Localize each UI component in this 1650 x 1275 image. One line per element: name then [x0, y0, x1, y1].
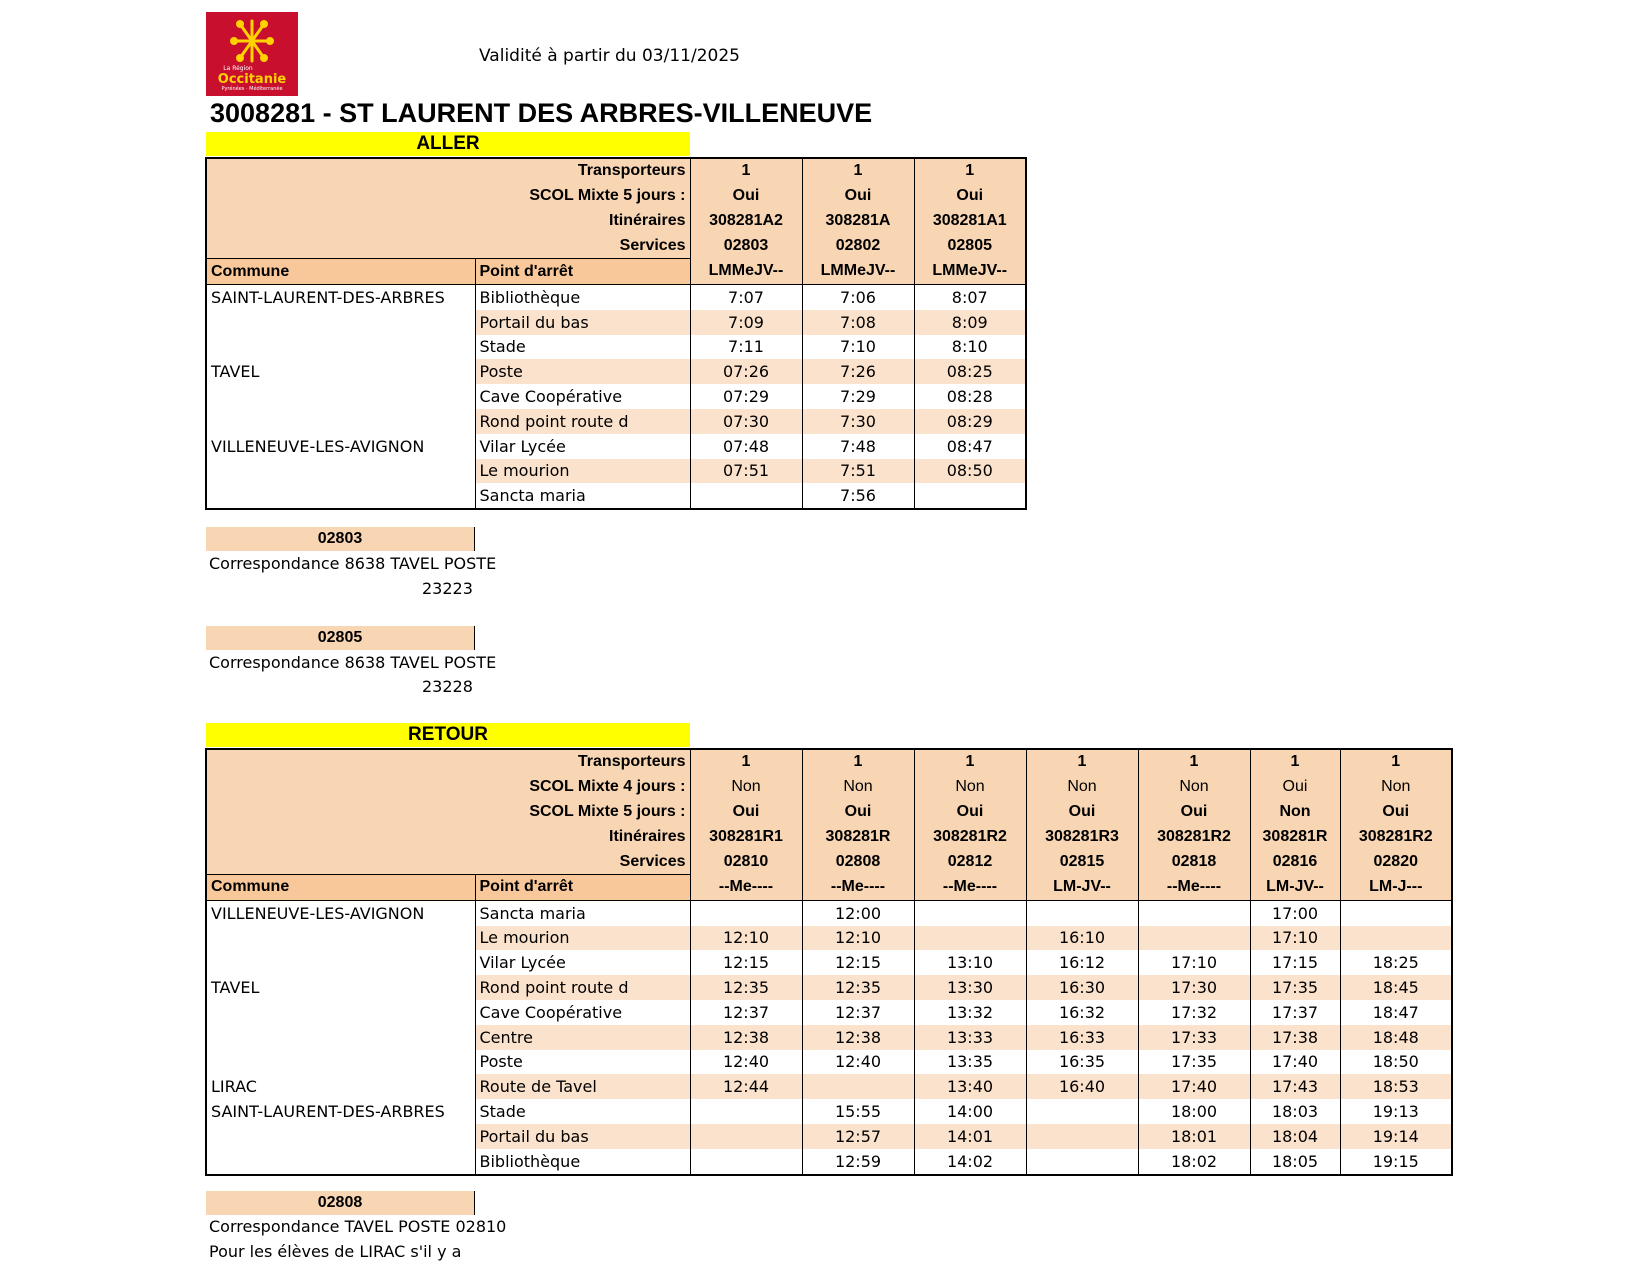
header-row-scol5 — [206, 800, 1452, 825]
days-cell: --Me---- — [914, 874, 1026, 900]
time-cell: 12:10 — [690, 926, 802, 951]
commune-cell — [206, 310, 475, 335]
table-row — [206, 1149, 1452, 1175]
time-cell: 18:45 — [1340, 975, 1452, 1000]
commune-cell — [206, 335, 475, 360]
header-cell-services: 02820 — [1340, 849, 1452, 874]
time-cell: 17:35 — [1250, 975, 1340, 1000]
header-row-services — [206, 849, 1452, 874]
time-cell — [1026, 1099, 1138, 1124]
time-cell: 15:55 — [802, 1099, 914, 1124]
time-cell: 13:32 — [914, 1000, 1026, 1025]
time-cell: 13:35 — [914, 1050, 1026, 1075]
time-cell: 07:51 — [690, 459, 802, 484]
header-label-itineraires: Itinéraires — [206, 824, 690, 849]
time-cell: 12:40 — [690, 1050, 802, 1075]
note-text-line2: Pour les élèves de LIRAC s'il y a — [209, 1242, 462, 1261]
time-cell: 07:29 — [690, 384, 802, 409]
time-cell: 18:00 — [1138, 1099, 1250, 1124]
time-cell: 17:00 — [1250, 900, 1340, 925]
time-cell — [1138, 926, 1250, 951]
header-cell-scol4: Non — [1138, 775, 1250, 800]
time-cell — [914, 926, 1026, 951]
time-cell: 14:02 — [914, 1149, 1026, 1175]
table-row — [206, 1124, 1452, 1149]
header-cell-scol5: Oui — [914, 800, 1026, 825]
time-cell — [690, 1149, 802, 1175]
aller-band: ALLER — [206, 132, 690, 156]
logo-line1: La Région — [223, 65, 253, 72]
days-cell: --Me---- — [1138, 874, 1250, 900]
time-cell: 18:48 — [1340, 1025, 1452, 1050]
time-cell: 18:53 — [1340, 1074, 1452, 1099]
time-cell: 18:47 — [1340, 1000, 1452, 1025]
note-text-line1: Correspondance 8638 TAVEL POSTE — [209, 653, 497, 672]
note-service-02805: 02805 — [206, 626, 475, 650]
time-cell: 17:33 — [1138, 1025, 1250, 1050]
time-cell: 08:25 — [914, 359, 1026, 384]
note-service-02808: 02808 — [206, 1191, 475, 1215]
header-cell-scol5: Oui — [802, 800, 914, 825]
header-cell-transporteurs: 1 — [1138, 749, 1250, 775]
days-cell: LM-J--- — [1340, 874, 1452, 900]
stop-cell: Cave Coopérative — [475, 1000, 690, 1025]
header-cell-transporteurs: 1 — [802, 749, 914, 775]
time-cell: 17:10 — [1250, 926, 1340, 951]
time-cell: 13:30 — [914, 975, 1026, 1000]
commune-cell: TAVEL — [211, 978, 260, 998]
time-cell: 7:08 — [802, 310, 914, 335]
column-header-row — [206, 259, 1026, 285]
time-cell: 16:10 — [1026, 926, 1138, 951]
time-cell: 12:35 — [690, 975, 802, 1000]
header-row-transporteurs — [206, 749, 1452, 775]
time-cell — [1340, 926, 1452, 951]
time-cell: 18:50 — [1340, 1050, 1452, 1075]
header-label-transporteurs: Transporteurs — [206, 749, 690, 775]
header-cell-itineraires: 308281R — [802, 824, 914, 849]
time-cell: 08:50 — [914, 459, 1026, 484]
time-cell: 13:10 — [914, 950, 1026, 975]
time-cell: 17:15 — [1250, 950, 1340, 975]
header-cell-scol4: Oui — [1250, 775, 1340, 800]
commune-cell: TAVEL — [211, 362, 260, 382]
time-cell: 7:56 — [802, 483, 914, 509]
header-cell-scol4: Non — [690, 775, 802, 800]
stop-cell: Vilar Lycée — [475, 950, 690, 975]
stop-column-header: Point d'arrêt — [475, 874, 690, 900]
header-cell-services: 02818 — [1138, 849, 1250, 874]
time-cell: 18:04 — [1250, 1124, 1340, 1149]
time-cell — [1340, 900, 1452, 925]
header-cell-services: 02802 — [802, 233, 914, 258]
header-cell-scol5: Non — [1250, 800, 1340, 825]
logo-line3: Pyrénées · Méditerranée — [221, 86, 283, 92]
commune-cell — [206, 409, 475, 434]
header-label-transporteurs: Transporteurs — [206, 158, 690, 184]
header-row-services — [206, 233, 1026, 258]
header-cell-scol4: Non — [1026, 775, 1138, 800]
time-cell: 19:14 — [1340, 1124, 1452, 1149]
header-cell-services: 02815 — [1026, 849, 1138, 874]
stop-cell: Stade — [475, 1099, 690, 1124]
time-cell — [1138, 900, 1250, 925]
table-row — [206, 1099, 1452, 1124]
commune-cell — [206, 950, 475, 975]
time-cell: 17:10 — [1138, 950, 1250, 975]
commune-cell — [206, 483, 475, 509]
time-cell: 08:28 — [914, 384, 1026, 409]
time-cell: 12:37 — [690, 1000, 802, 1025]
retour-timetable — [205, 748, 1453, 1176]
commune-cell: SAINT-LAURENT-DES-ARBRES — [211, 287, 445, 307]
header-cell-transporteurs: 1 — [690, 158, 802, 184]
header-cell-scol5: Oui — [802, 184, 914, 209]
table-row — [206, 900, 1452, 925]
commune-cell — [206, 1149, 475, 1175]
time-cell: 17:40 — [1250, 1050, 1340, 1075]
time-cell: 19:15 — [1340, 1149, 1452, 1175]
time-cell: 16:40 — [1026, 1074, 1138, 1099]
header-cell-scol5: Oui — [690, 184, 802, 209]
header-cell-scol4: Non — [914, 775, 1026, 800]
time-cell: 16:30 — [1026, 975, 1138, 1000]
time-cell: 7:51 — [802, 459, 914, 484]
note-text-line2: 23228 — [422, 677, 473, 696]
commune-cell: VILLENEUVE-LES-AVIGNON — [211, 903, 425, 923]
aller-timetable — [205, 157, 1027, 510]
header-label-itineraires: Itinéraires — [206, 209, 690, 234]
time-cell — [690, 483, 802, 509]
time-cell: 17:32 — [1138, 1000, 1250, 1025]
logo-line2: Occitanie — [217, 72, 287, 87]
table-row — [206, 434, 1026, 459]
commune-cell — [206, 1025, 475, 1050]
commune-cell — [206, 1050, 475, 1075]
header-cell-transporteurs: 1 — [914, 749, 1026, 775]
header-cell-itineraires: 308281A2 — [690, 209, 802, 234]
header-row-scol5 — [206, 184, 1026, 209]
time-cell: 12:00 — [802, 900, 914, 925]
time-cell: 12:35 — [802, 975, 914, 1000]
header-row-itineraires — [206, 209, 1026, 234]
table-row — [206, 409, 1026, 434]
time-cell: 12:40 — [802, 1050, 914, 1075]
commune-cell — [206, 1000, 475, 1025]
time-cell: 18:05 — [1250, 1149, 1340, 1175]
time-cell: 13:33 — [914, 1025, 1026, 1050]
time-cell: 07:30 — [690, 409, 802, 434]
header-cell-scol5: Oui — [1340, 800, 1452, 825]
time-cell — [914, 900, 1026, 925]
time-cell: 7:26 — [802, 359, 914, 384]
column-header-row — [206, 874, 1452, 900]
commune-cell — [206, 459, 475, 484]
page-title: 3008281 - ST LAURENT DES ARBRES-VILLENEUVE — [210, 98, 873, 128]
time-cell: 08:47 — [914, 434, 1026, 459]
stop-cell: Portail du bas — [475, 310, 690, 335]
stop-cell: Poste — [475, 1050, 690, 1075]
header-cell-transporteurs: 1 — [802, 158, 914, 184]
commune-cell — [206, 926, 475, 951]
time-cell: 7:48 — [802, 434, 914, 459]
time-cell: 18:25 — [1340, 950, 1452, 975]
occitan-cross-icon — [220, 16, 284, 66]
time-cell: 17:40 — [1138, 1074, 1250, 1099]
header-label-scol5: SCOL Mixte 5 jours : — [206, 184, 690, 209]
time-cell — [1026, 900, 1138, 925]
days-cell: LM-JV-- — [1250, 874, 1340, 900]
commune-cell — [206, 1124, 475, 1149]
stop-cell: Portail du bas — [475, 1124, 690, 1149]
time-cell — [914, 483, 1026, 509]
table-row — [206, 950, 1452, 975]
note-text-line1: Correspondance 8638 TAVEL POSTE — [209, 554, 497, 573]
header-cell-itineraires: 308281A — [802, 209, 914, 234]
time-cell: 16:35 — [1026, 1050, 1138, 1075]
header-cell-services: 02803 — [690, 233, 802, 258]
time-cell: 8:07 — [914, 284, 1026, 309]
header-cell-itineraires: 308281R2 — [1138, 824, 1250, 849]
header-cell-transporteurs: 1 — [690, 749, 802, 775]
table-row — [206, 483, 1026, 509]
stop-cell: Le mourion — [475, 459, 690, 484]
days-cell: --Me---- — [802, 874, 914, 900]
header-cell-services: 02810 — [690, 849, 802, 874]
table-row — [206, 310, 1026, 335]
commune-cell — [206, 384, 475, 409]
header-cell-services: 02808 — [802, 849, 914, 874]
days-cell: --Me---- — [690, 874, 802, 900]
region-occitanie-logo — [206, 12, 298, 96]
commune-cell: LIRAC — [211, 1077, 257, 1097]
table-row — [206, 1025, 1452, 1050]
header-row-transporteurs — [206, 158, 1026, 184]
header-cell-scol5: Oui — [1138, 800, 1250, 825]
time-cell: 18:01 — [1138, 1124, 1250, 1149]
days-cell: LMMeJV-- — [802, 259, 914, 285]
time-cell: 14:01 — [914, 1124, 1026, 1149]
time-cell: 12:38 — [802, 1025, 914, 1050]
time-cell: 18:03 — [1250, 1099, 1340, 1124]
time-cell: 12:15 — [690, 950, 802, 975]
time-cell: 12:15 — [802, 950, 914, 975]
stop-cell: Stade — [475, 335, 690, 360]
note-service-02803: 02803 — [206, 527, 475, 551]
time-cell: 08:29 — [914, 409, 1026, 434]
time-cell: 17:37 — [1250, 1000, 1340, 1025]
time-cell: 12:37 — [802, 1000, 914, 1025]
header-cell-itineraires: 308281R — [1250, 824, 1340, 849]
header-cell-transporteurs: 1 — [914, 158, 1026, 184]
time-cell: 7:29 — [802, 384, 914, 409]
days-cell: LMMeJV-- — [690, 259, 802, 285]
header-cell-scol5: Oui — [914, 184, 1026, 209]
header-cell-scol4: Non — [802, 775, 914, 800]
commune-cell: VILLENEUVE-LES-AVIGNON — [211, 436, 425, 456]
stop-cell: Centre — [475, 1025, 690, 1050]
stop-cell: Cave Coopérative — [475, 384, 690, 409]
days-cell: LMMeJV-- — [914, 259, 1026, 285]
time-cell: 7:06 — [802, 284, 914, 309]
retour-band: RETOUR — [206, 723, 690, 747]
header-row-scol4 — [206, 775, 1452, 800]
time-cell: 17:30 — [1138, 975, 1250, 1000]
time-cell: 16:33 — [1026, 1025, 1138, 1050]
time-cell: 12:38 — [690, 1025, 802, 1050]
table-row — [206, 284, 1026, 309]
header-cell-itineraires: 308281R3 — [1026, 824, 1138, 849]
time-cell: 12:57 — [802, 1124, 914, 1149]
stop-cell: Route de Tavel — [475, 1074, 690, 1099]
header-cell-itineraires: 308281A1 — [914, 209, 1026, 234]
time-cell: 07:26 — [690, 359, 802, 384]
header-cell-services: 02816 — [1250, 849, 1340, 874]
note-text-line1: Correspondance TAVEL POSTE 02810 — [209, 1217, 507, 1236]
time-cell: 7:10 — [802, 335, 914, 360]
time-cell: 19:13 — [1340, 1099, 1452, 1124]
time-cell — [1026, 1149, 1138, 1175]
table-row — [206, 384, 1026, 409]
stop-cell: Sancta maria — [475, 483, 690, 509]
time-cell — [802, 1074, 914, 1099]
header-cell-transporteurs: 1 — [1026, 749, 1138, 775]
time-cell — [1026, 1124, 1138, 1149]
stop-cell: Sancta maria — [475, 900, 690, 925]
stop-cell: Bibliothèque — [475, 284, 690, 309]
note-text-line2: 23223 — [422, 579, 473, 598]
time-cell: 14:00 — [914, 1099, 1026, 1124]
time-cell: 17:35 — [1138, 1050, 1250, 1075]
time-cell: 17:43 — [1250, 1074, 1340, 1099]
time-cell: 12:44 — [690, 1074, 802, 1099]
time-cell: 16:12 — [1026, 950, 1138, 975]
time-cell: 7:09 — [690, 310, 802, 335]
header-label-scol4: SCOL Mixte 4 jours : — [206, 775, 690, 800]
time-cell: 8:09 — [914, 310, 1026, 335]
stop-cell: Vilar Lycée — [475, 434, 690, 459]
time-cell: 7:30 — [802, 409, 914, 434]
time-cell: 12:10 — [802, 926, 914, 951]
header-label-services: Services — [206, 233, 690, 258]
header-cell-itineraires: 308281R1 — [690, 824, 802, 849]
commune-cell: SAINT-LAURENT-DES-ARBRES — [211, 1102, 445, 1122]
time-cell — [690, 900, 802, 925]
time-cell: 7:11 — [690, 335, 802, 360]
commune-column-header: Commune — [206, 259, 475, 285]
validity-date: Validité à partir du 03/11/2025 — [479, 46, 740, 66]
time-cell: 8:10 — [914, 335, 1026, 360]
table-row — [206, 359, 1026, 384]
header-cell-transporteurs: 1 — [1250, 749, 1340, 775]
time-cell: 7:07 — [690, 284, 802, 309]
header-cell-transporteurs: 1 — [1340, 749, 1452, 775]
time-cell — [690, 1099, 802, 1124]
header-row-itineraires — [206, 824, 1452, 849]
header-cell-itineraires: 308281R2 — [914, 824, 1026, 849]
stop-column-header: Point d'arrêt — [475, 259, 690, 285]
stop-cell: Bibliothèque — [475, 1149, 690, 1175]
stop-cell: Le mourion — [475, 926, 690, 951]
days-cell: LM-JV-- — [1026, 874, 1138, 900]
table-row — [206, 459, 1026, 484]
stop-cell: Poste — [475, 359, 690, 384]
header-cell-scol5: Oui — [690, 800, 802, 825]
stop-cell: Rond point route d — [475, 409, 690, 434]
time-cell: 12:59 — [802, 1149, 914, 1175]
table-row — [206, 1050, 1452, 1075]
time-cell: 16:32 — [1026, 1000, 1138, 1025]
header-cell-scol4: Non — [1340, 775, 1452, 800]
table-row — [206, 926, 1452, 951]
time-cell: 07:48 — [690, 434, 802, 459]
stop-cell: Rond point route d — [475, 975, 690, 1000]
header-label-services: Services — [206, 849, 690, 874]
header-cell-services: 02805 — [914, 233, 1026, 258]
commune-column-header: Commune — [206, 874, 475, 900]
table-row — [206, 975, 1452, 1000]
header-cell-services: 02812 — [914, 849, 1026, 874]
time-cell — [690, 1124, 802, 1149]
header-cell-itineraires: 308281R2 — [1340, 824, 1452, 849]
table-row — [206, 1000, 1452, 1025]
table-row — [206, 335, 1026, 360]
header-label-scol5: SCOL Mixte 5 jours : — [206, 800, 690, 825]
time-cell: 13:40 — [914, 1074, 1026, 1099]
header-cell-scol5: Oui — [1026, 800, 1138, 825]
time-cell: 17:38 — [1250, 1025, 1340, 1050]
time-cell: 18:02 — [1138, 1149, 1250, 1175]
table-row — [206, 1074, 1452, 1099]
